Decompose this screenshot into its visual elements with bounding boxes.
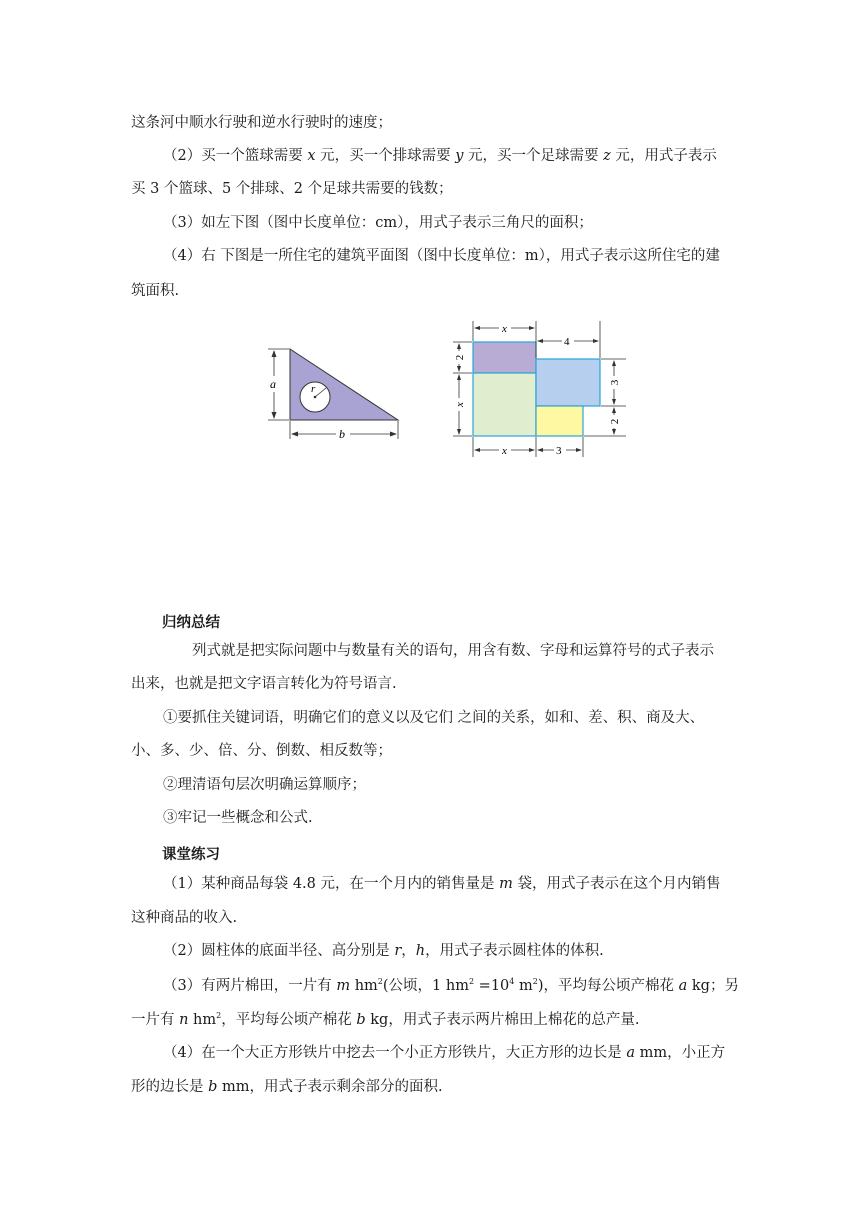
e4-l2-text-a: 形的边长是 (131, 1079, 209, 1095)
summary-p2-line1 (163, 708, 704, 728)
e4-text-a: （4）在一个大正方形铁片中挖去一个小正方形铁片，大正方形的边长是 (163, 1045, 627, 1061)
e2-var-h: h (415, 943, 426, 959)
room-green (473, 373, 536, 436)
e3-text-b: hm (350, 978, 378, 994)
exercise-3-line2 (131, 1010, 639, 1030)
summary-p4 (163, 808, 313, 828)
q4-line1-text: （4）右 下图是一所住宅的建筑平面图（图中长度单位：m），用式子表示这所住宅的建 (163, 248, 720, 264)
e3-sup3: 4 (509, 977, 515, 987)
exercise-4-line2 (131, 1077, 443, 1097)
q2-var-y: y (455, 148, 464, 164)
summary-p4-text: ③牢记一些概念和公式. (163, 810, 313, 826)
e1-var-m: m (499, 876, 513, 892)
room-blue (536, 359, 600, 406)
question-2-line1 (163, 146, 717, 166)
text-intro-line0: 这条河中顺水行驶和逆水行驶时的速度； (131, 115, 392, 131)
floor-plan-figure (448, 318, 628, 463)
text-line-intro-0 (131, 113, 392, 133)
label-3-bottom: 3 (556, 445, 562, 457)
e3-sup2: 2 (468, 977, 475, 987)
q2-var-x: x (307, 148, 316, 164)
e3-sup1: 2 (377, 977, 383, 987)
triangle-ruler-figure (262, 340, 412, 445)
e1-line2-text: 这种商品的收入. (131, 910, 238, 926)
summary-p2-line2 (131, 741, 392, 761)
e4-var-b: b (208, 1079, 218, 1095)
summary-p3-text: ②理清语句层次明确运算顺序； (163, 777, 366, 793)
e1-text-b: 袋，用式子表示在这个月内销售 (512, 876, 721, 892)
summary-p2-line1-text: ①要抓住关键词语，明确它们的意义以及它们 之间的关系，如和、差、积、商及大、 (163, 710, 705, 726)
e3-l2-sup: 2 (216, 1011, 222, 1021)
e4-text-b: mm，小正方 (635, 1045, 726, 1061)
question-4-line2 (131, 281, 179, 301)
e3-var-n: n (179, 1012, 189, 1028)
e2-sep: ， (401, 943, 416, 959)
exercise-2 (163, 941, 604, 961)
summary-p2-line2-text: 小、多、少、倍、分、倒数、相反数等； (131, 743, 392, 759)
room-purple (473, 342, 536, 373)
e3-sup4: 2 (532, 977, 538, 987)
e3-text-g: kg；另 (687, 978, 739, 994)
e2-text-a: （2）圆柱体的底面半径、高分别是 (163, 943, 395, 959)
label-4: 4 (564, 336, 570, 348)
e3-var-m: m (336, 978, 351, 994)
e1-text-a: （1）某种商品每袋 4.8 元，在一个月内的销售量是 (163, 876, 500, 892)
label-a: a (270, 377, 276, 391)
q4-line2-text: 筑面积. (131, 283, 180, 299)
summary-p1-line2 (131, 674, 397, 694)
e3-text-c: (公顷，1 hm (382, 978, 469, 994)
room-yellow (536, 406, 583, 436)
summary-p3 (163, 775, 366, 795)
label-x-bottom: x (502, 445, 507, 457)
summary-p1-line1-text: 列式就是把实际问题中与数量有关的语句，用含有数、字母和运算符号的式子表示 (192, 643, 714, 659)
q3-text: （3）如左下图（图中长度单位：cm），用式子表示三角尺的面积； (163, 215, 593, 231)
e3-text-f: )，平均每公顷产棉花 (537, 978, 679, 994)
question-4-line1 (163, 246, 720, 266)
q2-text-b: 元，买一个排球需要 (315, 148, 456, 164)
label-2-left: 2 (454, 354, 466, 361)
label-3-right: 3 (609, 379, 621, 386)
question-3 (163, 213, 593, 233)
question-2-line2 (131, 179, 453, 199)
summary-heading: 归纳总结 (162, 615, 220, 631)
e3-text-a: （3）有两片棉田，一片有 (163, 978, 337, 994)
e3-text-e: m (514, 978, 533, 994)
label-x-top: x (502, 323, 507, 335)
label-x-left: x (454, 402, 466, 407)
e3-l2-text-d: kg，用式子表示两片棉田上棉花的总产量. (365, 1012, 640, 1028)
e4-var-a: a (626, 1045, 635, 1061)
e3-l2-text-c: ，平均每公顷产棉花 (221, 1012, 357, 1028)
e4-l2-text-b: mm，用式子表示剩余部分的面积. (217, 1079, 443, 1095)
q2-var-z: z (603, 148, 611, 164)
exercise-1-line2 (131, 908, 237, 928)
e3-l2-text-a: 一片有 (131, 1012, 180, 1028)
label-r: r (311, 383, 316, 395)
e3-text-d: =10 (474, 978, 510, 994)
e3-var-a: a (678, 978, 688, 994)
label-2-right: 2 (609, 418, 621, 425)
q2-text-a: （2）买一个篮球需要 (163, 148, 308, 164)
summary-p1-line2-text: 出来，也就是把文字语言转化为符号语言. (131, 676, 397, 692)
exercise-4-line1 (163, 1043, 725, 1063)
exercise-3-line1 (163, 976, 739, 996)
exercise-1-line1 (163, 874, 720, 894)
practice-heading: 课堂练习 (162, 847, 220, 863)
e3-var-b: b (356, 1012, 366, 1028)
summary-p1-line1 (192, 641, 714, 661)
e2-var-r: r (394, 943, 402, 959)
e2-text-b: ，用式子表示圆柱体的体积. (425, 943, 604, 959)
e3-l2-text-b: hm (188, 1012, 217, 1028)
q2-text-d: 元，用式子表示 (610, 148, 717, 164)
label-b: b (339, 427, 345, 441)
circle-center-dot (314, 396, 317, 399)
q2-line2-text: 买 3 个篮球、5 个排球、2 个足球共需要的钱数； (131, 181, 453, 197)
q2-text-c: 元，买一个足球需要 (463, 148, 604, 164)
